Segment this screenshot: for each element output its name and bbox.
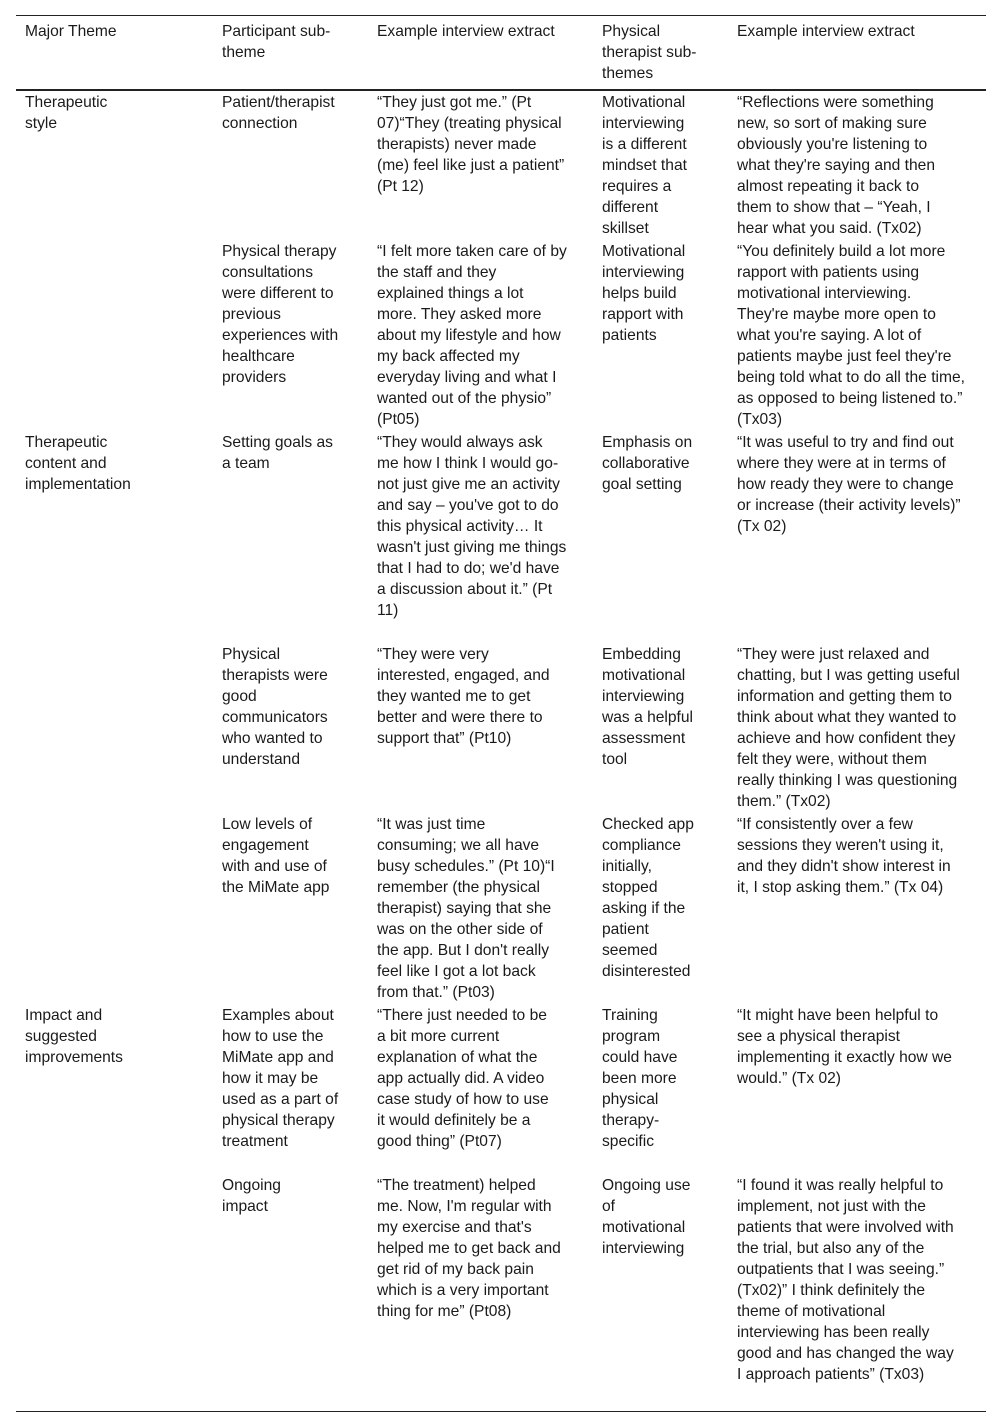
participant-subtheme-cell: Setting goals as a team bbox=[222, 434, 333, 472]
therapist-subtheme-cell: Embedding motivational interviewing was a helpful assessment tool bbox=[602, 646, 694, 768]
therapist-subtheme-cell: Checked app compliance initially, stopped asking if the patient seemed disinterested bbox=[602, 816, 694, 980]
therapist-subtheme-cell: Motivational interviewing helps build rapport with patients bbox=[602, 243, 686, 344]
participant-subtheme-cell: Patient/therapist connection bbox=[222, 94, 335, 132]
therapist-extract-cell: “You definitely build a lot more rapport with patients using motivational interviewing. They're maybe more open to what you're saying. A lot of patients maybe just feel they're being told what to do all the time, as opposed to being listened to.” (Tx03) bbox=[737, 243, 965, 428]
participant-extract-cell: “The treatment) helped me. Now, I'm regular with my exercise and that's helped me to get back and get rid of my back pain which is a very important thing for me” (Pt08) bbox=[377, 1177, 561, 1320]
therapist-extract-cell: “If consistently over a few sessions they weren't using it, and they didn't show interest in it, I stop asking them.” (Tx 04) bbox=[737, 816, 951, 896]
participant-subtheme-cell: Physical therapy consultations were different to previous experiences with healthcare providers bbox=[222, 243, 339, 386]
participant-subtheme-cell: Ongoing impact bbox=[222, 1177, 281, 1215]
participant-subtheme-cell: Low levels of engagement with and use of the MiMate app bbox=[222, 816, 330, 896]
header-major-theme: Major Theme bbox=[25, 23, 117, 40]
major-theme-cell: Impact and suggested improvements bbox=[25, 1007, 123, 1066]
major-theme-cell: Therapeutic content and implementation bbox=[25, 434, 131, 493]
therapist-extract-cell: “I found it was really helpful to implement, not just with the patients that were involved with the trial, but also any of the outpatients that I was seeing.” (Tx02)” I think definitely the theme of motivational interviewing has been really good and has changed the way I approach patients” (Tx03) bbox=[737, 1177, 954, 1383]
therapist-subtheme-cell: Emphasis on collaborative goal setting bbox=[602, 434, 693, 493]
participant-extract-cell: “They would always ask me how I think I would go-not just give me an activity and say – you've got to do this physical activity… It wasn't just giving me things that I had to do; we'd have a discussion about it.” (Pt 11) bbox=[377, 434, 567, 619]
therapist-subtheme-cell: Ongoing use of motivational interviewing bbox=[602, 1177, 691, 1257]
header-therapist-subtheme: Physical therapist sub-themes bbox=[602, 23, 697, 82]
therapist-subtheme-cell: Training program could have been more physical therapy-specific bbox=[602, 1007, 678, 1150]
major-theme-cell: Therapeutic style bbox=[25, 94, 108, 132]
table-header-rule bbox=[16, 89, 986, 91]
header-participant-subtheme: Participant sub-theme bbox=[222, 23, 331, 61]
therapist-extract-cell: “It was useful to try and find out where they were at in terms of how ready they were to change or increase (their activity levels)” (Tx 02) bbox=[737, 434, 961, 535]
therapist-subtheme-cell: Motivational interviewing is a different mindset that requires a different skillset bbox=[602, 94, 687, 237]
header-participant-extract: Example interview extract bbox=[377, 23, 555, 40]
therapist-extract-cell: “It might have been helpful to see a physical therapist implementing it exactly how we would.” (Tx 02) bbox=[737, 1007, 952, 1087]
participant-extract-cell: “There just needed to be a bit more current explanation of what the app actually did. A video case study of how to use it would definitely be a good thing” (Pt07) bbox=[377, 1007, 549, 1150]
participant-subtheme-cell: Physical therapists were good communicators who wanted to understand bbox=[222, 646, 328, 768]
table-top-rule bbox=[16, 15, 986, 16]
table-bottom-rule bbox=[16, 1411, 986, 1412]
therapist-extract-cell: “They were just relaxed and chatting, but I was getting useful information and getting them to think about what they wanted to achieve and how confident they felt they were, without them really thinking I was questioning them.” (Tx02) bbox=[737, 646, 960, 810]
participant-extract-cell: “It was just time consuming; we all have busy schedules.” (Pt 10)“I remember (the physical therapist) saying that she was on the other side of the app. But I don't really feel like I got a lot back from that.” (Pt03) bbox=[377, 816, 555, 1001]
participant-subtheme-cell: Examples about how to use the MiMate app and how it may be used as a part of physical therapy treatment bbox=[222, 1007, 339, 1150]
participant-extract-cell: “I felt more taken care of by the staff and they explained things a lot more. They asked more about my lifestyle and how my back affected my everyday living and what I wanted out of the physio” (Pt05) bbox=[377, 243, 567, 428]
header-therapist-extract: Example interview extract bbox=[737, 23, 915, 40]
participant-extract-cell: “They just got me.” (Pt 07)“They (treating physical therapists) never made (me) feel like just a patient” (Pt 12) bbox=[377, 94, 565, 195]
therapist-extract-cell: “Reflections were something new, so sort of making sure obviously you're listening to what they're saying and then almost repeating it back to them to show that – “Yeah, I hear what you said. (Tx02) bbox=[737, 94, 936, 237]
participant-extract-cell: “They were very interested, engaged, and they wanted me to get better and were there to support that” (Pt10) bbox=[377, 646, 550, 747]
